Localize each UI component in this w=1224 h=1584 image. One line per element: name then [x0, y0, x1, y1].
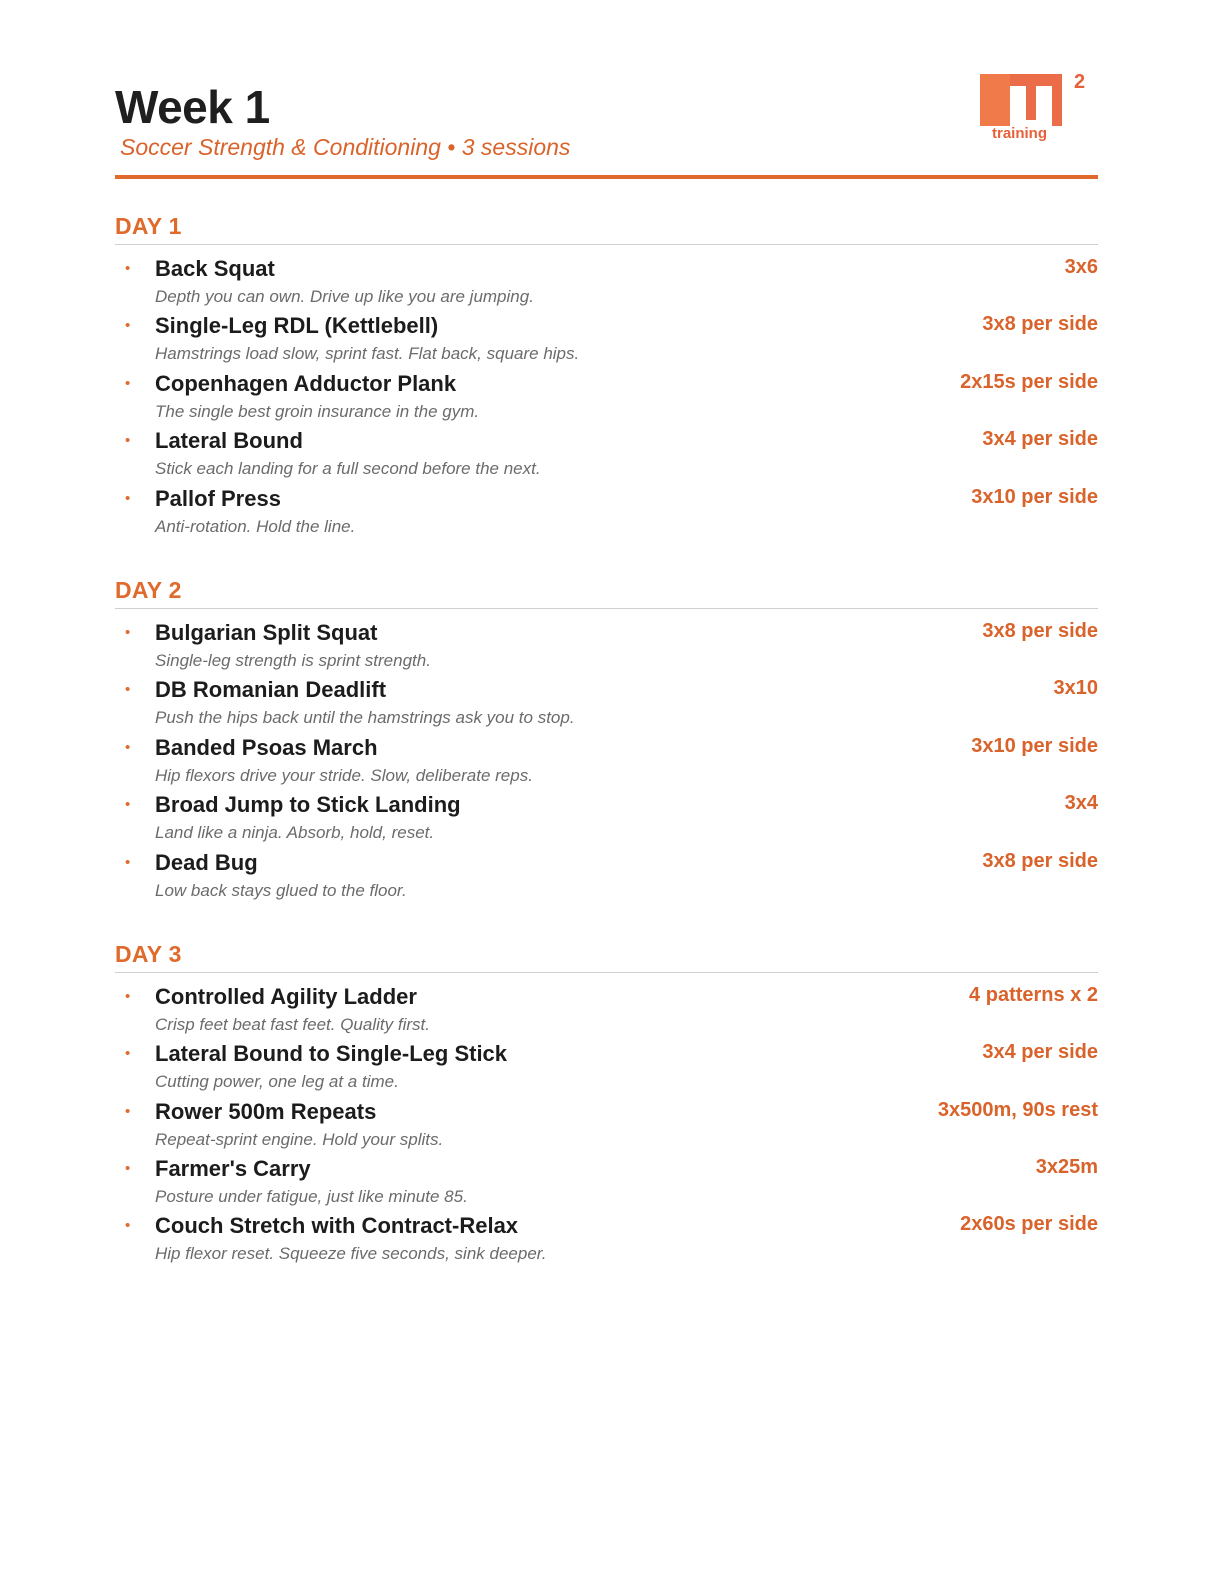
exercise-sets: 3x8 per side — [982, 619, 1098, 642]
bullet-icon: • — [125, 1102, 131, 1120]
bullet-icon: • — [125, 853, 131, 871]
exercise-sets: 3x8 per side — [982, 849, 1098, 872]
page-subtitle: Soccer Strength & Conditioning • 3 sessions — [120, 134, 571, 160]
day-section — [115, 941, 1098, 1271]
logo-label: training — [992, 125, 1047, 142]
exercise-name: Banded Psoas March — [155, 734, 378, 760]
bullet-icon: • — [125, 260, 131, 277]
exercise-item — [115, 984, 1098, 1041]
bullet-icon: • — [125, 1217, 131, 1235]
exercise-note: Single-leg strength is sprint strength. — [155, 650, 431, 670]
exercise-name: Back Squat — [155, 256, 275, 281]
exercise-sets: 2x60s per side — [960, 1213, 1098, 1236]
exercise-sets: 3x8 per side — [982, 313, 1098, 336]
exercise-name: Dead Bug — [155, 849, 258, 875]
exercise-name: Lateral Bound — [155, 428, 303, 454]
exercise-item — [115, 792, 1098, 849]
day-title: DAY 1 — [115, 213, 1098, 245]
exercise-note: Anti-rotation. Hold the line. — [155, 516, 356, 536]
bullet-icon: • — [125, 1160, 131, 1178]
exercise-note: Stick each landing for a full second before the next. — [155, 459, 541, 479]
bullet-icon: • — [125, 374, 131, 392]
exercise-item — [115, 735, 1098, 792]
exercise-sets: 2x15s per side — [960, 370, 1098, 393]
exercise-name: Broad Jump to Stick Landing — [155, 792, 461, 818]
day-section — [115, 577, 1098, 907]
exercise-note: The single best groin insurance in the gym. — [155, 401, 480, 421]
exercise-item — [115, 850, 1098, 907]
exercise-note: Hip flexor reset. Squeeze five seconds, sink deeper. — [155, 1244, 547, 1264]
exercise-note: Low back stays glued to the floor. — [155, 880, 407, 900]
page-title: Week 1 — [115, 81, 270, 133]
exercise-name: Controlled Agility Ladder — [155, 983, 417, 1009]
exercise-list — [115, 245, 1098, 543]
exercise-note: Depth you can own. Drive up like you are jumping. — [155, 287, 534, 306]
day-title: DAY 3 — [115, 941, 1098, 973]
bullet-icon: • — [125, 432, 131, 450]
exercise-item — [115, 371, 1098, 428]
exercise-sets: 3x6 — [1064, 256, 1098, 278]
exercise-item — [115, 620, 1098, 677]
bullet-icon: • — [125, 317, 131, 335]
exercise-list — [115, 609, 1098, 907]
exercise-item — [115, 1156, 1098, 1213]
exercise-list — [115, 973, 1098, 1271]
exercise-sets: 3x500m, 90s rest — [937, 1098, 1098, 1121]
m2-training-logo — [980, 70, 1090, 142]
exercise-note: Posture under fatigue, just like minute 85. — [155, 1187, 468, 1207]
workout-page — [115, 70, 1098, 1271]
exercise-note: Push the hips back until the hamstrings ask you to stop. — [155, 708, 575, 728]
exercise-sets: 3x25m — [1035, 1156, 1098, 1179]
exercise-name: Bulgarian Split Squat — [155, 619, 378, 645]
bullet-icon: • — [125, 1045, 131, 1063]
exercise-name: Rower 500m Repeats — [155, 1098, 377, 1124]
bullet-icon: • — [125, 796, 131, 814]
day-section — [115, 213, 1098, 543]
logo-superscript: 2 — [1074, 71, 1086, 93]
bullet-icon: • — [125, 489, 131, 507]
exercise-name: Copenhagen Adductor Plank — [155, 370, 457, 396]
exercise-note: Cutting power, one leg at a time. — [155, 1072, 399, 1092]
exercise-item — [115, 1099, 1098, 1156]
exercise-sets: 3x4 — [1064, 792, 1098, 815]
exercise-sets: 3x4 per side — [982, 428, 1098, 451]
exercise-sets: 3x10 — [1053, 677, 1098, 700]
exercise-name: Lateral Bound to Single-Leg Stick — [155, 1041, 508, 1067]
exercise-name: DB Romanian Deadlift — [155, 677, 387, 703]
bullet-icon: • — [125, 987, 131, 1005]
exercise-sets: 3x10 per side — [971, 485, 1098, 508]
exercise-name: Couch Stretch with Contract-Relax — [155, 1213, 519, 1239]
exercise-note: Hamstrings load slow, sprint fast. Flat back, square hips. — [155, 344, 580, 364]
exercise-item — [115, 313, 1098, 370]
days-container — [115, 213, 1098, 1271]
exercise-note: Land like a ninja. Absorb, hold, reset. — [155, 823, 435, 843]
exercise-sets: 3x4 per side — [982, 1041, 1098, 1064]
bullet-icon: • — [125, 623, 131, 641]
exercise-item — [115, 486, 1098, 543]
exercise-item — [115, 256, 1098, 313]
exercise-name: Pallof Press — [155, 485, 281, 511]
exercise-name: Farmer's Carry — [155, 1156, 311, 1182]
exercise-note: Crisp feet beat fast feet. Quality first. — [155, 1014, 430, 1034]
exercise-note: Hip flexors drive your stride. Slow, deliberate reps. — [155, 765, 533, 785]
exercise-sets: 3x10 per side — [971, 734, 1098, 757]
bullet-icon: • — [125, 738, 131, 756]
exercise-item — [115, 1041, 1098, 1098]
page-header — [115, 70, 1098, 179]
exercise-item — [115, 428, 1098, 485]
day-title: DAY 2 — [115, 577, 1098, 609]
exercise-note: Repeat-sprint engine. Hold your splits. — [155, 1129, 444, 1149]
bullet-icon: • — [125, 681, 131, 699]
exercise-item — [115, 1213, 1098, 1270]
exercise-item — [115, 677, 1098, 734]
exercise-sets: 4 patterns x 2 — [969, 983, 1098, 1006]
exercise-name: Single-Leg RDL (Kettlebell) — [155, 313, 439, 339]
